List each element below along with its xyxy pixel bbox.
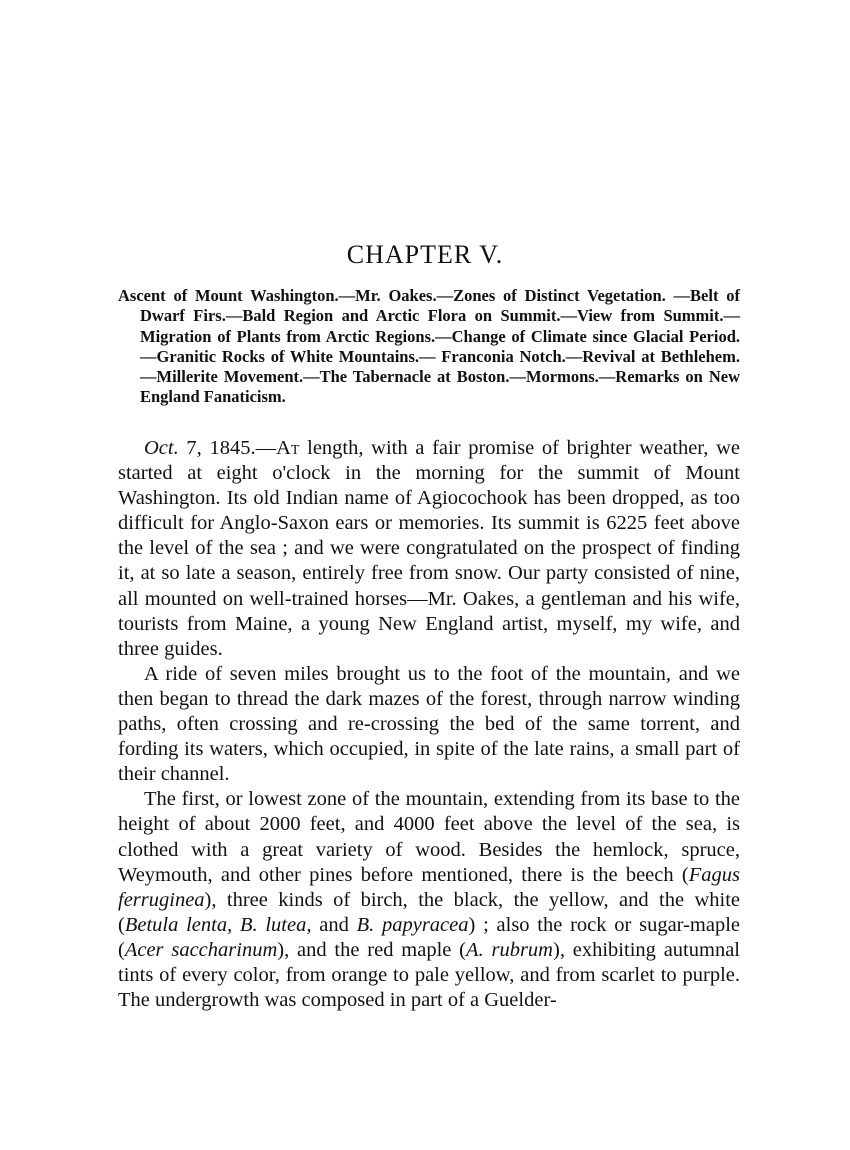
date-abbrev: Oct. <box>144 437 179 459</box>
text-segment: ), exhibiting autumnal tints of every color, from orange to pale yellow, and from scarlet to purple. The undergrowth was composed in part of a Guelder- <box>118 938 740 1012</box>
lead-word: At <box>276 437 300 459</box>
species-name: Acer saccharinum <box>124 938 278 961</box>
paragraph-3 <box>118 787 740 1013</box>
text-segment: The first, or lowest zone of the mountain, extending from its base to the height of about 2000 feet, and 4000 feet above the level of the sea, is clothed with a great variety of wood. Besides the hemlock, spruce, Weymouth, and other pines before mentioned, there is the beech ( <box>118 788 740 886</box>
text-segment: ), and the red maple ( <box>277 938 467 961</box>
paragraph-1 <box>118 436 740 662</box>
chapter-synopsis: Ascent of Mount Washington.—Mr. Oakes.—Zones of Distinct Vegetation. —Belt of Dwarf Firs.—Bald Region and Arctic Flora on Summit.—View from Summit.—Migration of Plants from Arctic Regions.—Change of Climate since Glacial Period.—Granitic Rocks of White Mountains.— Franconia Notch.—Revival at Bethlehem.—Millerite Movement.—The Tabernacle at Boston.—Mormons.—Remarks on New England Fanaticism. <box>118 286 740 407</box>
paragraph-1-text: length, with a fair promise of brighter weather, we started at eight o'clock in the morning for the summit of Mount Washington. Its old Indian name of Agiocochook has been dropped, as too difficult for Anglo-Saxon ears or memories. Its summit is 6225 feet above the level of the sea ; and we were congratulated on the prospect of finding it, at so late a season, entirely free from snow. Our party consisted of nine, all mounted on well-trained horses—Mr. Oakes, a gentleman and his wife, tourists from Maine, a young New England artist, myself, my wife, and three guides. <box>118 437 741 660</box>
species-name: A. rubrum <box>466 938 553 961</box>
date-rest: 7, 1845.— <box>178 437 277 459</box>
body-text <box>118 436 740 1013</box>
text-segment: and <box>311 913 357 936</box>
chapter-title: CHAPTER V. <box>346 240 504 269</box>
text-segment: ) ; also the rock or sugar-maple ( <box>118 913 740 961</box>
text-segment: ), three kinds of birch, the black, the yellow, and the white ( <box>118 888 740 936</box>
paragraph-2: A ride of seven miles brought us to the foot of the mountain, and we then began to thread the dark mazes of the forest, through narrow winding paths, often crossing and re-crossing the bed of the same torrent, and fording its waters, which occupied, in spite of the late rains, a small part of their channel. <box>118 662 740 786</box>
species-name: Betula lenta, B. lutea, <box>124 913 312 936</box>
species-name: B. papyracea <box>356 913 469 936</box>
species-name: Fagus ferruginea <box>118 863 740 911</box>
